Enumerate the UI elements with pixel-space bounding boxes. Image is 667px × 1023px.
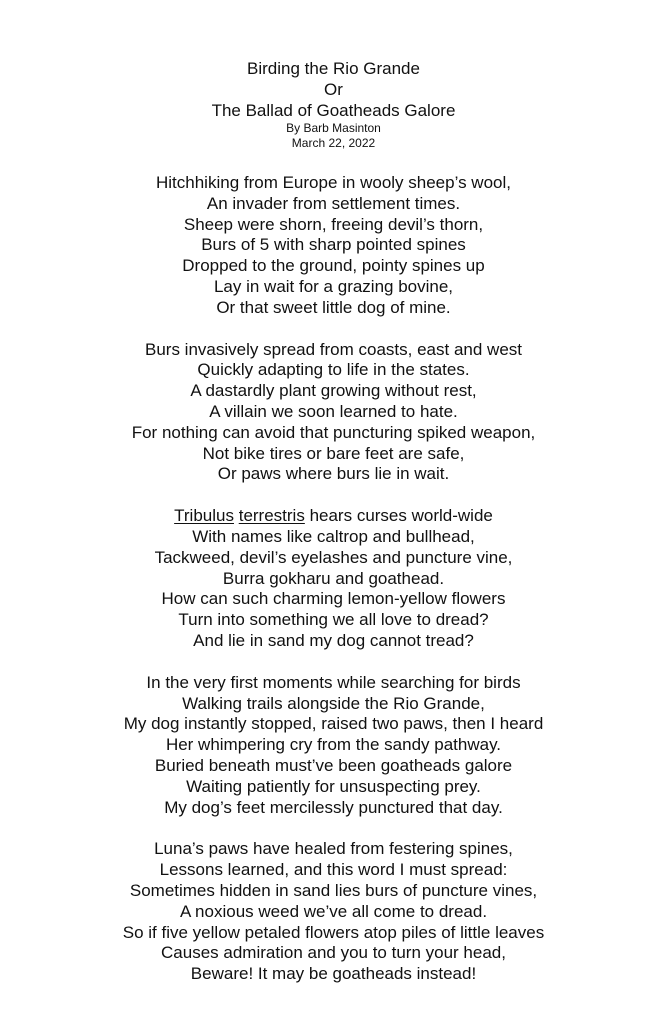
stanza-5: [0, 839, 667, 985]
poem-line: Causes admiration and you to turn your head,: [161, 943, 506, 963]
poem-line: Burs of 5 with sharp pointed spines: [201, 235, 466, 255]
underlined-genus: Tribulus: [174, 506, 234, 526]
poem-alternate-title: The Ballad of Goatheads Galore: [211, 101, 456, 120]
line-remainder: hears curses world-wide: [304, 506, 493, 526]
poem-line: Lessons learned, and this word I must spread:: [159, 860, 508, 880]
poem-line: Buried beneath must’ve been goatheads galore: [154, 755, 513, 775]
poem-line: So if five yellow petaled flowers atop piles of little leaves: [122, 922, 545, 942]
stanza-4: [0, 673, 667, 819]
poem-line: Burs invasively spread from coasts, east and west: [145, 339, 522, 359]
poem-line: Her whimpering cry from the sandy pathway.: [165, 735, 502, 755]
poem-line: Turn into something we all love to dread?: [178, 610, 489, 630]
stanza-3: [0, 506, 667, 652]
poem-line: Luna’s paws have healed from festering spines,: [154, 839, 513, 859]
author-byline: By Barb Masinton: [286, 121, 381, 135]
poem-line: Walking trails alongside the Rio Grande,: [182, 693, 485, 713]
poem-line: A dastardly plant growing without rest,: [190, 381, 477, 401]
poem-line: Hitchhiking from Europe in wooly sheep’s wool,: [156, 173, 511, 192]
poem-line: Or that sweet little dog of mine.: [216, 297, 451, 317]
poem-line: How can such charming lemon-yellow flowers: [161, 589, 506, 609]
poem-line: Dropped to the ground, pointy spines up: [182, 256, 485, 276]
poem-line: Beware! It may be goatheads instead!: [190, 964, 477, 984]
poem-line: An invader from settlement times.: [206, 193, 461, 213]
poem-line: Or paws where burs lie in wait.: [217, 464, 450, 484]
poem-line: Tackweed, devil’s eyelashes and puncture vine,: [154, 547, 513, 567]
poem-line: Sometimes hidden in sand lies burs of puncture vines,: [129, 880, 538, 900]
poem-line: Sheep were shorn, freeing devil’s thorn,: [183, 214, 484, 234]
poem-line: A villain we soon learned to hate.: [209, 401, 458, 421]
poem-line: A noxious weed we’ve all come to dread.: [179, 901, 488, 921]
poem-line: With names like caltrop and bullhead,: [192, 526, 475, 546]
poem-line: And lie in sand my dog cannot tread?: [193, 630, 474, 650]
stanza-2: [0, 340, 667, 486]
poem-line: Quickly adapting to life in the states.: [197, 360, 470, 380]
poem-line: My dog instantly stopped, raised two paws, then I heard: [123, 714, 544, 734]
poem-line: For nothing can avoid that puncturing spiked weapon,: [131, 422, 536, 442]
poem-line: Burra gokharu and goathead.: [222, 568, 445, 588]
poem-line: Lay in wait for a grazing bovine,: [213, 276, 454, 296]
poem-title: Birding the Rio Grande: [247, 59, 420, 78]
poem-date: March 22, 2022: [291, 136, 376, 150]
poem-line: My dog’s feet mercilessly punctured that day.: [164, 797, 503, 817]
title-block: [0, 58, 667, 151]
poem-line: In the very first moments while searching for birds: [146, 672, 521, 692]
title-conjunction: Or: [324, 80, 343, 99]
underlined-species: terrestris: [238, 506, 305, 526]
stanza-1: [0, 173, 667, 319]
poem-line: Not bike tires or bare feet are safe,: [202, 443, 465, 463]
poem-line-scientific-name: [0, 506, 667, 527]
poem-body: [0, 173, 667, 985]
poem-line: Waiting patiently for unsuspecting prey.: [186, 776, 481, 796]
